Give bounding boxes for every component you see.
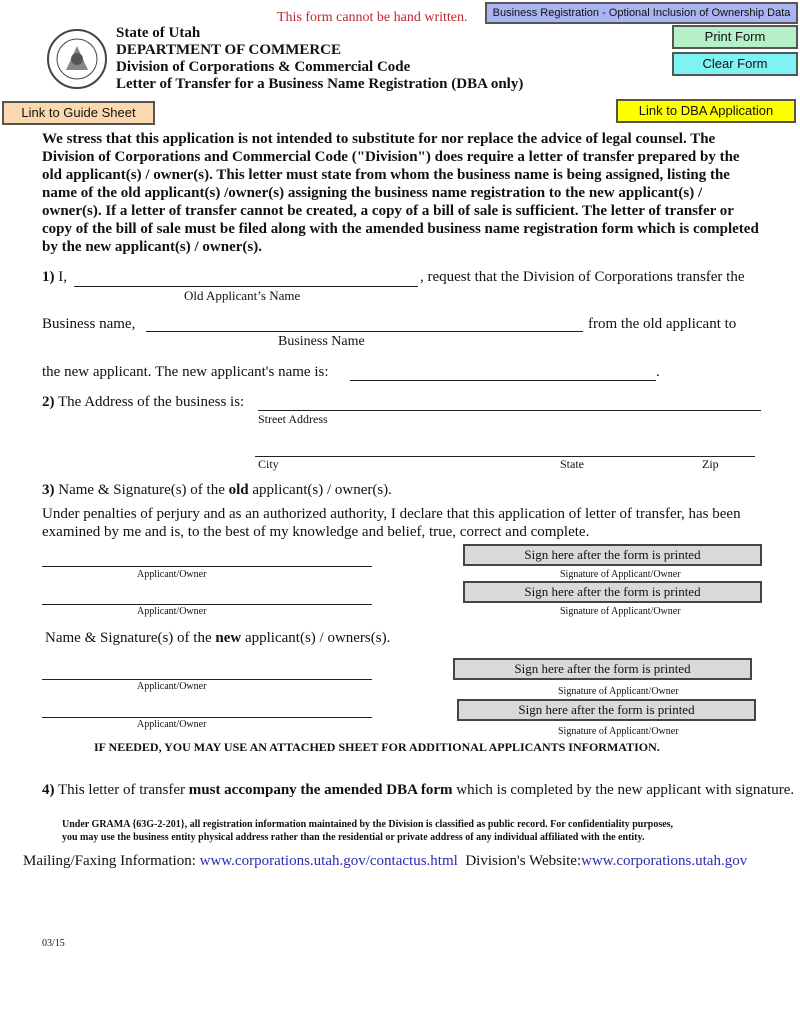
s1-post: , request that the Division of Corporations transfer the bbox=[420, 269, 745, 285]
old-signature-1-box[interactable]: Sign here after the form is printed bbox=[463, 544, 762, 566]
old-applicant-name-label: Old Applicant’s Name bbox=[184, 288, 301, 303]
address-label: The Address of the business is: bbox=[57, 394, 245, 410]
city-label: City bbox=[258, 457, 279, 471]
s4-post: which is completed by the new applicant with signature. bbox=[456, 782, 795, 798]
applicant-owner-label: Applicant/Owner bbox=[137, 606, 207, 617]
dba-application-link-button[interactable]: Link to DBA Application bbox=[616, 99, 796, 123]
s3-new-post: applicant(s) / owners(s). bbox=[244, 630, 391, 646]
new-applicant-2-field[interactable] bbox=[42, 703, 372, 718]
new-applicant-name-field[interactable] bbox=[350, 364, 656, 381]
section-1-number: 1) bbox=[42, 269, 55, 285]
old-signature-2-box[interactable]: Sign here after the form is printed bbox=[463, 581, 762, 603]
city-state-zip-field[interactable] bbox=[255, 440, 755, 457]
s3-post: applicant(s) / owner(s). bbox=[252, 482, 392, 498]
s3-old: old bbox=[228, 482, 249, 498]
form-revision-date: 03/15 bbox=[42, 938, 65, 949]
department-name: DEPARTMENT OF COMMERCE bbox=[116, 42, 342, 58]
utah-state-seal-icon bbox=[46, 28, 108, 90]
division-name: Division of Corporations & Commercial Code bbox=[116, 59, 411, 75]
signature-caption: Signature of Applicant/Owner bbox=[558, 686, 679, 697]
additional-applicants-note: IF NEEDED, YOU MAY USE AN ATTACHED SHEET FOR ADDITIONAL APPLICANTS INFORMATION. bbox=[94, 740, 660, 754]
new-applicant-text: the new applicant. The new applicant's name is: bbox=[42, 364, 329, 380]
section-3-number: 3) bbox=[42, 482, 55, 498]
contact-us-link[interactable]: www.corporations.utah.gov/contactus.html bbox=[199, 853, 458, 869]
grama-line-1: Under GRAMA {63G-2-201}, all registration information maintained by the Division is classified as public record. For confidentiality purposes, bbox=[62, 819, 674, 830]
signature-caption: Signature of Applicant/Owner bbox=[560, 569, 681, 580]
zip-label: Zip bbox=[702, 457, 719, 471]
business-name-post: from the old applicant to bbox=[588, 316, 737, 332]
website-label: Division's Website: bbox=[465, 853, 582, 869]
mailing-label: Mailing/Faxing Information: bbox=[23, 853, 196, 869]
state-label: State bbox=[560, 457, 584, 471]
intro-paragraph: We stress that this application is not intended to substitute for nor replace the advice of legal counsel. The Division of Corporations and Commercial Code ("Division") does require a letter of transfer prepared by the old applicant(s) / owner(s). This letter must state from whom the business name is being assigned, listing the name of the old applicant(s) /owner(s) assigning the business name registration to the new applicant(s) / owner(s). If a letter of transfer cannot be created, a copy of a bill of sale is sufficient. The letter of transfer or copy of the bill of sale must be filed along with the amended business name registration form which is completed by the new applicant(s) / owner(s). bbox=[42, 131, 759, 255]
clear-form-button[interactable]: Clear Form bbox=[672, 52, 798, 76]
ownership-data-button[interactable]: Business Registration - Optional Inclusion of Ownership Data bbox=[485, 2, 798, 24]
s3-new-pre: Name & Signature(s) of the bbox=[45, 630, 212, 646]
signature-caption: Signature of Applicant/Owner bbox=[560, 606, 681, 617]
business-name-field[interactable] bbox=[146, 315, 583, 332]
s3-pre: Name & Signature(s) of the bbox=[58, 482, 225, 498]
s4-bold: must accompany the amended DBA form bbox=[188, 782, 453, 798]
s1-pre: I, bbox=[58, 269, 67, 285]
applicant-owner-label: Applicant/Owner bbox=[137, 569, 207, 580]
guide-sheet-link-button[interactable]: Link to Guide Sheet bbox=[2, 101, 155, 125]
street-address-label: Street Address bbox=[258, 412, 328, 426]
s4-pre: This letter of transfer bbox=[57, 782, 186, 798]
applicant-owner-label: Applicant/Owner bbox=[137, 719, 207, 730]
street-address-field[interactable] bbox=[258, 394, 761, 411]
new-applicant-1-field[interactable] bbox=[42, 665, 372, 680]
period: . bbox=[656, 364, 660, 380]
section-4-number: 4) bbox=[42, 782, 55, 798]
new-signature-1-box[interactable]: Sign here after the form is printed bbox=[453, 658, 752, 680]
business-name-label: Business Name bbox=[278, 334, 365, 349]
hand-written-warning: This form cannot be hand written. bbox=[277, 10, 468, 25]
form-title: Letter of Transfer for a Business Name Registration (DBA only) bbox=[116, 76, 524, 92]
perjury-declaration: Under penalties of perjury and as an authorized authority, I declare that this application of letter of transfer, has been examined by me and is, to the best of my knowledge and belief, true, correct and complete. bbox=[42, 506, 741, 540]
print-form-button[interactable]: Print Form bbox=[672, 25, 798, 49]
section-2-number: 2) bbox=[42, 394, 55, 410]
old-applicant-2-field[interactable] bbox=[42, 590, 372, 605]
signature-caption: Signature of Applicant/Owner bbox=[558, 726, 679, 737]
s3-new: new bbox=[215, 630, 242, 646]
business-name-pre: Business name, bbox=[42, 316, 136, 332]
division-website-link[interactable]: www.corporations.utah.gov bbox=[581, 853, 748, 869]
state-name: State of Utah bbox=[116, 25, 201, 41]
applicant-owner-label: Applicant/Owner bbox=[137, 681, 207, 692]
old-applicant-name-field[interactable] bbox=[74, 270, 418, 287]
new-signature-2-box[interactable]: Sign here after the form is printed bbox=[457, 699, 756, 721]
old-applicant-1-field[interactable] bbox=[42, 552, 372, 567]
grama-line-2: you may use the business entity physical address rather than the residential or private address of any individual affiliated with the entity. bbox=[62, 832, 645, 843]
